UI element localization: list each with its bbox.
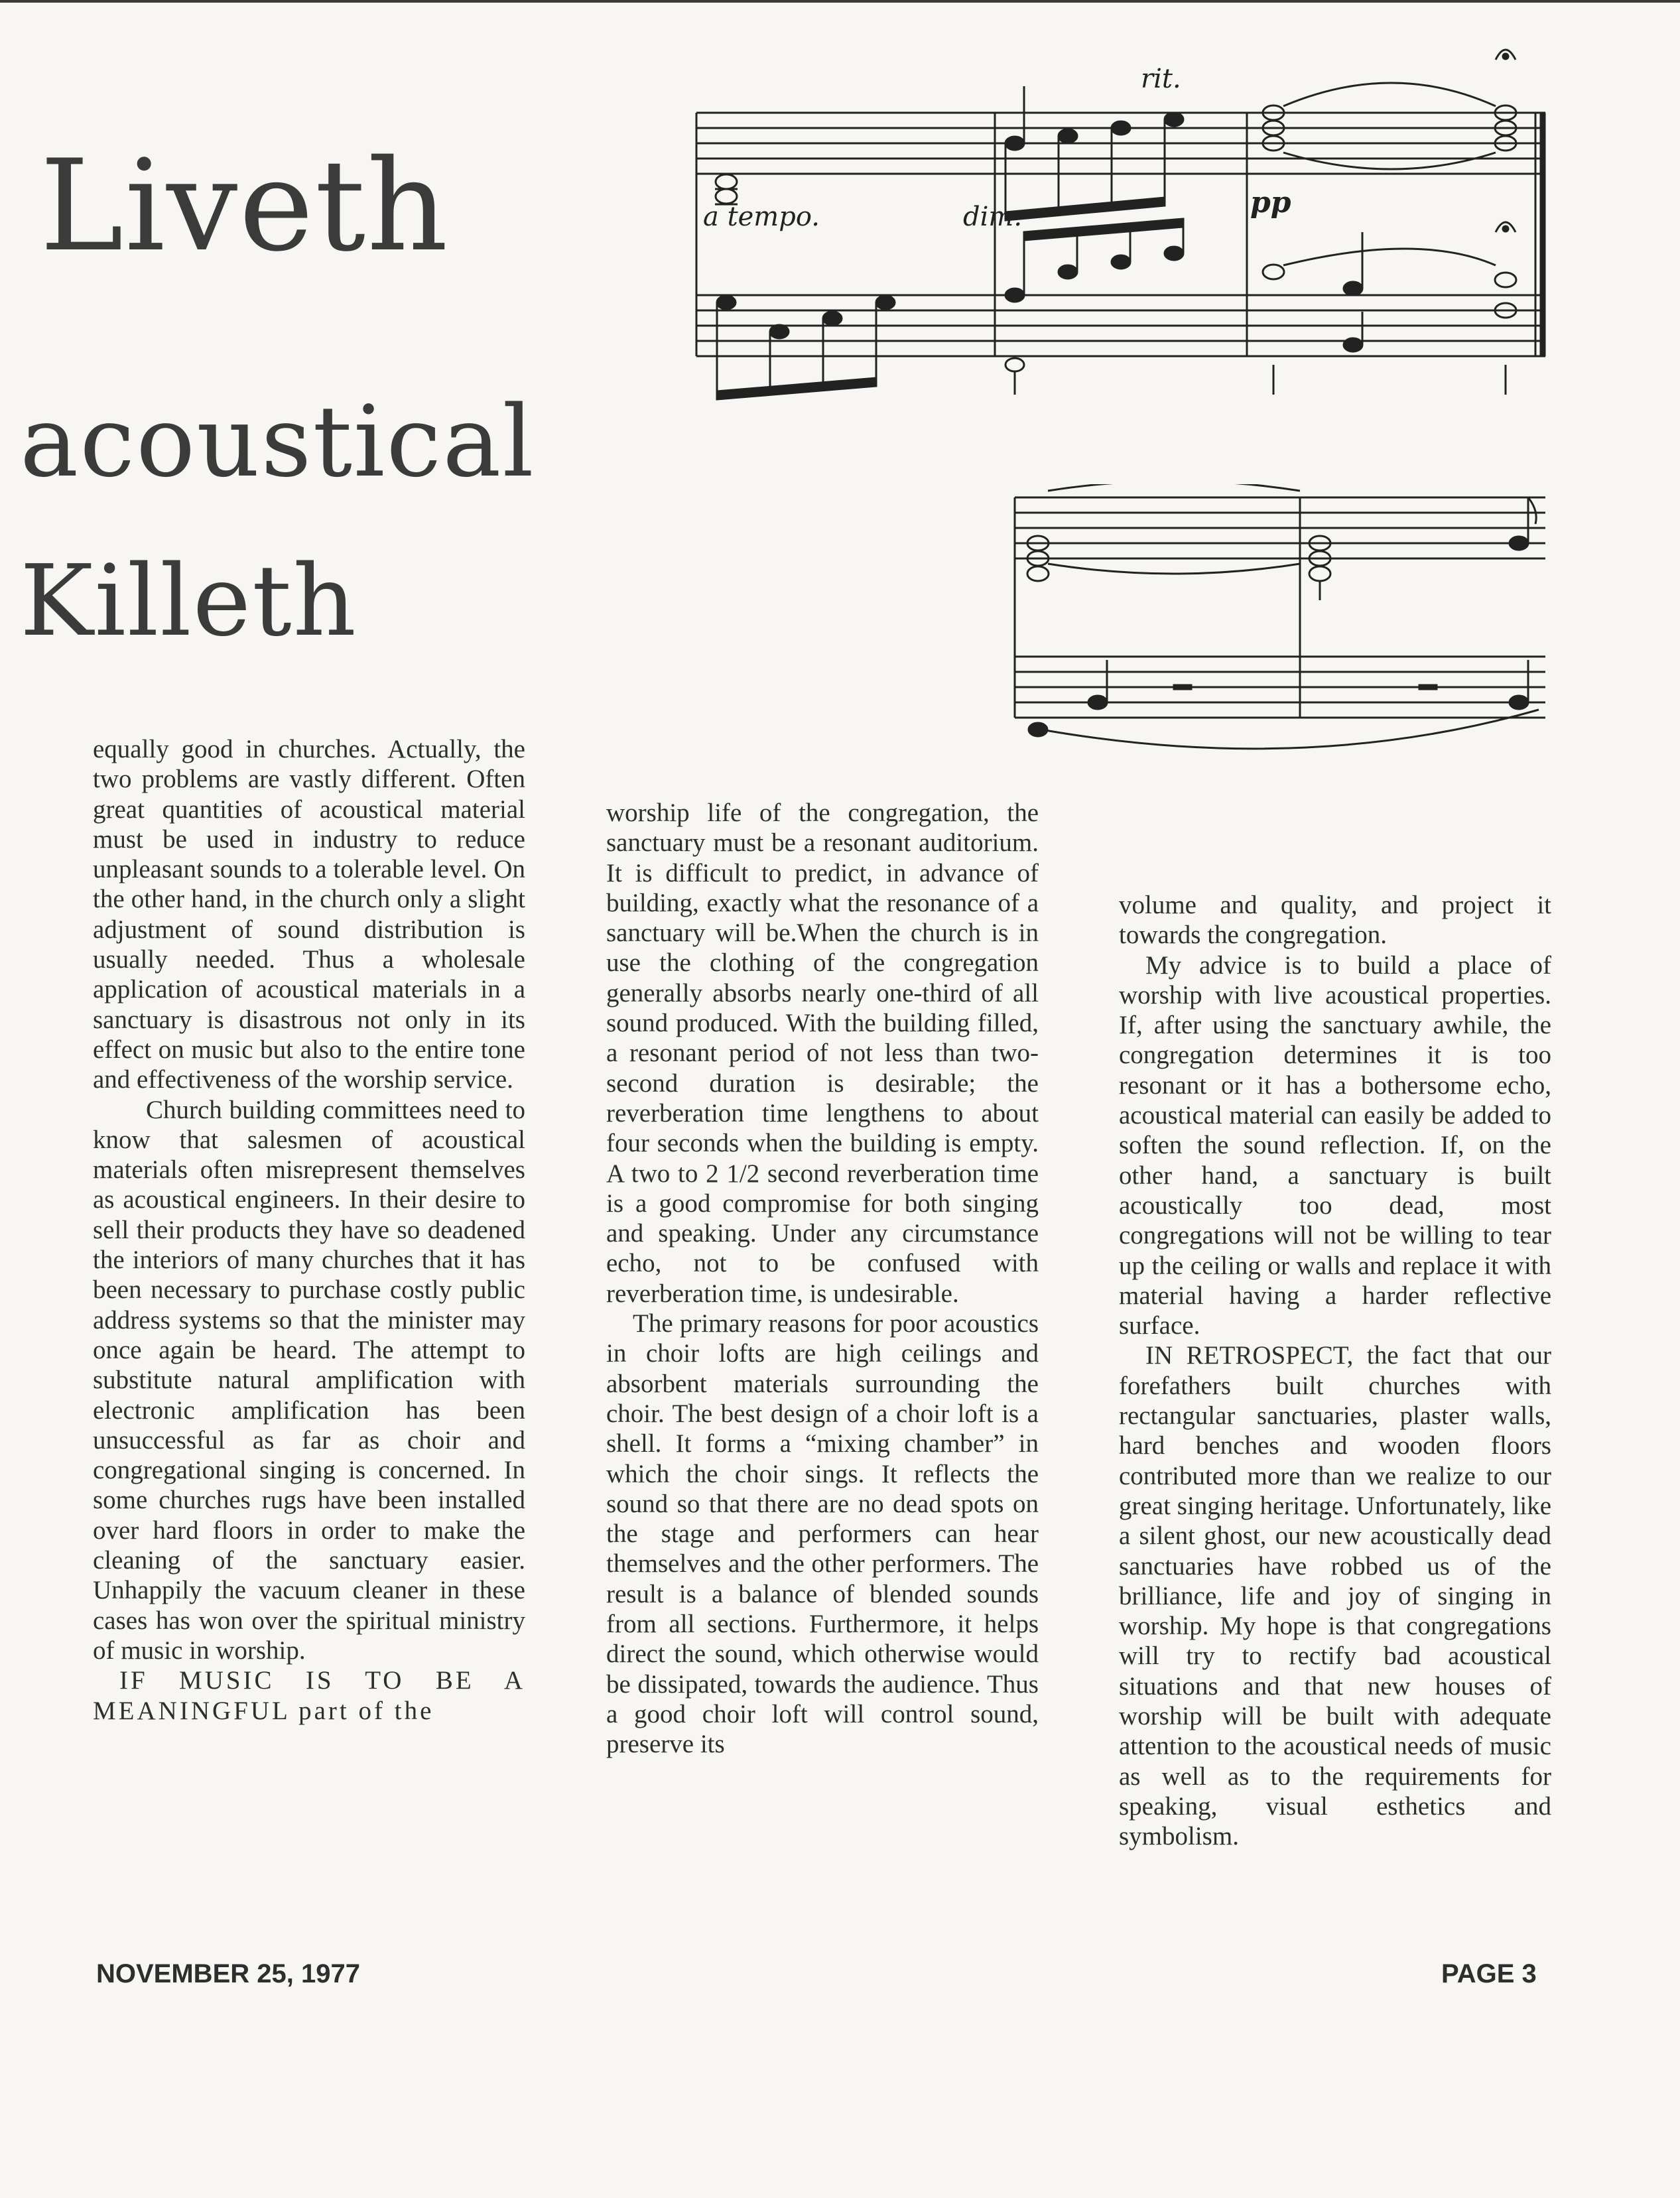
pp-marking: pp [1250, 186, 1291, 220]
headline-liveth: Liveth [40, 133, 450, 279]
dim-marking: dim. [963, 202, 1023, 232]
rit-marking: rit. [1141, 64, 1181, 94]
col3-paragraph-3: IN RETROSPECT, the fact that our forefathers built churches with rectangular sanctuaries, plaster walls, hard benches and wooden floors contributed more than we realize to our great singing heritage. Unfortunately, like a silent ghost, our new acoustically dead sanctuaries have robbed us of the brilliance, life and joy of singing in worship. My hope is that congregations will try to rectify bad acoustical situations and that new houses of worship will be built with adequate attention to the acoustical needs of music as well as to the requirements for speaking, visual esthetics and symbolism. [1119, 1341, 1551, 1851]
article-column-1 [93, 734, 525, 1726]
music-score-excerpt [690, 20, 1552, 418]
tempo-marking: a tempo. [703, 202, 820, 232]
top-rule [0, 0, 1680, 3]
article-column-3 [1119, 890, 1551, 1852]
footer-page-number: PAGE 3 [1441, 1959, 1537, 1988]
headline-killeth: Killeth [20, 544, 357, 658]
col2-paragraph-1: worship life of the congregation, the sanctuary must be a resonant auditorium. It is difficult to predict, in advance of building, exactly what the resonance of a sanctuary will be.When the church is in use the clothing of the congregation generally absorbs nearly one-third of all sound produced. With the building filled, a resonant period of not less than two-second duration is desirable; the reverberation time lengthens to about four seconds when the building is empty. A two to 2 1/2 second reverberation time is a good compromise for both singing and speaking. Under any circumstance echo, not to be confused with reverberation time, is undesirable. [606, 799, 1039, 1308]
col1-paragraph-2: Church building committees need to know that salesmen of acoustical materials often misrepresent themselves as acoustical engineers. In their desire to sell their products they have so deadened the interiors of many churches that it has been necessary to purchase costly public address systems so that the minister may once again be heard. The attempt to substitute natural amplification with electronic amplification has been unsuccessful as far as choir and congregational singing is concerned. In some churches rugs have been installed over hard floors in order to make the cleaning of the sanctuary easier. Unhappily the vacuum cleaner in these cases has won over the spiritual ministry of music in worship. [93, 1095, 525, 1665]
music-score-excerpt-2 [1008, 484, 1552, 763]
col1-paragraph-3: IF MUSIC IS TO BE A MEANINGFUL part of the [93, 1666, 525, 1725]
article-column-2 [606, 798, 1039, 1760]
col3-paragraph-1: volume and quality, and project it towards the congregation. [1119, 891, 1551, 950]
col2-paragraph-2: The primary reasons for poor acoustics in choir lofts are high ceilings and absorbent materials surrounding the choir. The best design of a choir loft is a shell. It forms a “mixing chamber” in which the choir sings. It reflects the sound so that there are no dead spots on the stage and performers can hear themselves and the other performers. The result is a balance of blended sounds from all sections. Furthermore, it helps direct the sound, which otherwise would be dissipated, towards the audience. Thus a good choir loft will control sound, preserve its [606, 1309, 1039, 1759]
col1-paragraph-1: equally good in churches. Actually, the two problems are vastly different. Often great quantities of acoustical material must be used in industry to reduce unpleasant sounds to a tolerable level. On the other hand, in the church only a slight adjustment of sound distribution is usually needed. Thus a wholesale application of acoustical materials in a sanctuary is disastrous not only in its effect on music but also to the entire tone and effectiveness of the worship service. [93, 735, 525, 1094]
headline-acoustical: acoustical [20, 385, 535, 499]
footer-date: NOVEMBER 25, 1977 [96, 1959, 360, 1988]
col3-paragraph-2: My advice is to build a place of worship with live acoustical properties. If, after using the sanctuary awhile, the congregation determines it is too resonant or it has a bothersome echo, acoustical material can easily be added to soften the sound reflection. If, on the other hand, a sanctuary is built acoustically too dead, most congregations will not be willing to tear up the ceiling or walls and replace it with material having a harder reflective surface. [1119, 950, 1551, 1340]
